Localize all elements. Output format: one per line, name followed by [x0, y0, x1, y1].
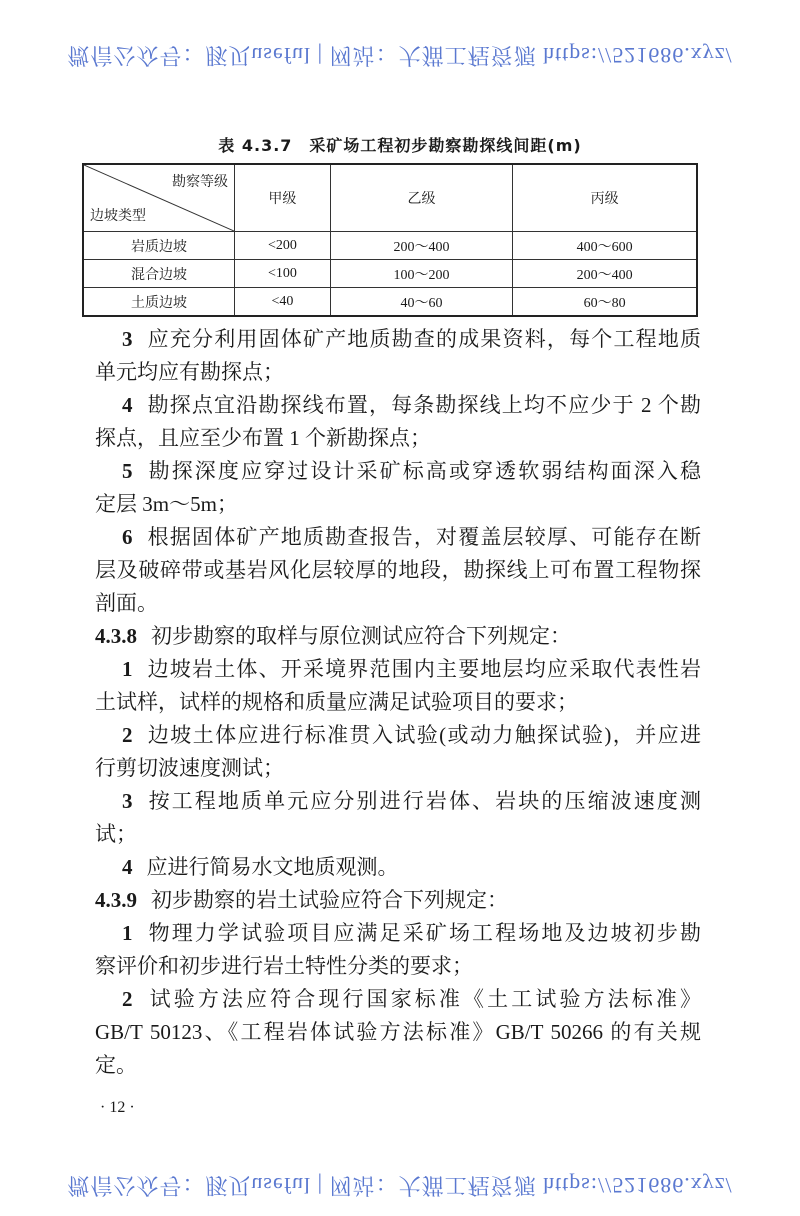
line-text: GB/T 50123、《工程岩体试验方法标准》GB/T 50266 的有关规	[95, 1020, 701, 1044]
item-number: 4	[122, 855, 133, 879]
row-label: 混合边坡	[83, 260, 235, 288]
text-line	[95, 785, 701, 818]
table-cell: 60～80	[513, 288, 697, 317]
table-corner-cell	[83, 164, 235, 232]
text-line	[95, 620, 701, 653]
line-text: 土试样，试样的规格和质量应满足试验项目的要求；	[95, 690, 578, 714]
text-line	[95, 653, 701, 686]
item-number: 1	[122, 921, 133, 945]
numbered-item	[95, 983, 701, 1082]
text-line	[95, 884, 701, 917]
numbered-item	[95, 653, 701, 719]
numbered-item	[95, 455, 701, 521]
line-text: 单元均应有勘探点；	[95, 360, 284, 384]
text-line	[95, 818, 701, 851]
column-header: 乙级	[330, 164, 513, 232]
numbered-item	[95, 851, 701, 884]
numbered-item	[95, 917, 701, 983]
line-text: 物理力学试验项目应满足采矿场工程场地及边坡初步勘	[146, 921, 701, 945]
text-line	[95, 587, 701, 620]
column-header: 甲级	[235, 164, 331, 232]
line-text: 探点，且应至少布置 1 个新勘探点；	[95, 426, 431, 450]
numbered-item	[95, 521, 701, 620]
line-text: 应进行简易水文地质观测。	[146, 855, 399, 879]
text-line	[95, 983, 701, 1016]
table-row	[83, 260, 697, 288]
text-line	[95, 851, 701, 884]
line-text: 定。	[95, 1053, 137, 1077]
text-line	[95, 1016, 701, 1049]
table-header-row	[83, 164, 697, 232]
line-text: 应充分利用固体矿产地质勘查的成果资料，每个工程地质	[146, 327, 701, 351]
item-number: 2	[122, 987, 133, 1011]
watermark-top: 微信公众号：豚贝useful | 网站：大猫工程资源 https://521686.xyz/	[67, 43, 733, 68]
text-line	[95, 950, 701, 983]
text-line	[95, 686, 701, 719]
item-number: 3	[122, 789, 133, 813]
line-text: 察评价和初步进行岩土特性分类的要求；	[95, 954, 473, 978]
text-line	[95, 323, 701, 356]
table-cell: 200～400	[330, 232, 513, 260]
survey-line-spacing-table	[82, 163, 698, 317]
text-line	[95, 554, 701, 587]
text-line	[95, 1049, 701, 1082]
line-text: 剖面。	[95, 591, 158, 615]
line-text: 边坡土体应进行标准贯入试验(或动力触探试验)，并应进	[146, 723, 701, 747]
text-line	[95, 917, 701, 950]
text-line	[95, 719, 701, 752]
text-line	[95, 389, 701, 422]
numbered-item	[95, 785, 701, 851]
line-text: 勘探点宜沿勘探线布置，每条勘探线上均不应少于 2 个勘	[146, 393, 701, 417]
page-number: · 12 ·	[100, 1099, 135, 1116]
item-number: 4	[122, 393, 133, 417]
table-cell: 100～200	[330, 260, 513, 288]
corner-label-grade: 勘察等级	[172, 175, 228, 190]
table-cell: <100	[235, 260, 331, 288]
text-line	[95, 422, 701, 455]
line-text: 试验方法应符合现行国家标准《土工试验方法标准》	[146, 987, 701, 1011]
section-clause	[95, 620, 701, 653]
text-line	[95, 488, 701, 521]
column-header: 丙级	[513, 164, 697, 232]
line-text: 层及破碎带或基岩风化层较厚的地段，勘探线上可布置工程物探	[95, 558, 701, 582]
table-row	[83, 232, 697, 260]
line-text: 行剪切波速度测试；	[95, 756, 284, 780]
item-number: 2	[122, 723, 133, 747]
row-label: 土质边坡	[83, 288, 235, 317]
table-cell: 200～400	[513, 260, 697, 288]
line-text: 边坡岩土体、开采境界范围内主要地层均应采取代表性岩	[146, 657, 701, 681]
line-text: 根据固体矿产地质勘查报告，对覆盖层较厚、可能存在断	[146, 525, 701, 549]
table-cell: 400～600	[513, 232, 697, 260]
line-text: 勘探深度应穿过设计采矿标高或穿透软弱结构面深入稳	[146, 459, 701, 483]
body-text	[95, 323, 701, 1082]
table-row	[83, 288, 697, 317]
numbered-item	[95, 323, 701, 389]
line-text: 试；	[95, 822, 137, 846]
item-number: 6	[122, 525, 133, 549]
numbered-item	[95, 389, 701, 455]
text-line	[95, 752, 701, 785]
text-line	[95, 356, 701, 389]
item-number: 5	[122, 459, 133, 483]
table-title: 表 4.3.7 采矿场工程初步勘察勘探线间距(m)	[218, 136, 582, 155]
row-label: 岩质边坡	[83, 232, 235, 260]
table-cell: 40～60	[330, 288, 513, 317]
section-clause	[95, 884, 701, 917]
table-cell: <40	[235, 288, 331, 317]
line-text: 按工程地质单元应分别进行岩体、岩块的压缩波速度测	[146, 789, 701, 813]
line-text: 初步勘察的岩土试验应符合下列规定：	[151, 888, 508, 912]
table-cell: <200	[235, 232, 331, 260]
text-line	[95, 521, 701, 554]
item-number: 1	[122, 657, 133, 681]
clause-number: 4.3.8	[95, 624, 137, 648]
line-text: 初步勘察的取样与原位测试应符合下列规定：	[151, 624, 571, 648]
clause-number: 4.3.9	[95, 888, 137, 912]
watermark-bottom: 微信公众号：豚贝useful | 网站：大猫工程资源 https://521686.xyz/	[67, 1173, 733, 1198]
corner-label-slope-type: 边坡类型	[90, 209, 146, 224]
text-line	[95, 455, 701, 488]
item-number: 3	[122, 327, 133, 351]
numbered-item	[95, 719, 701, 785]
line-text: 定层 3m～5m；	[95, 492, 238, 516]
